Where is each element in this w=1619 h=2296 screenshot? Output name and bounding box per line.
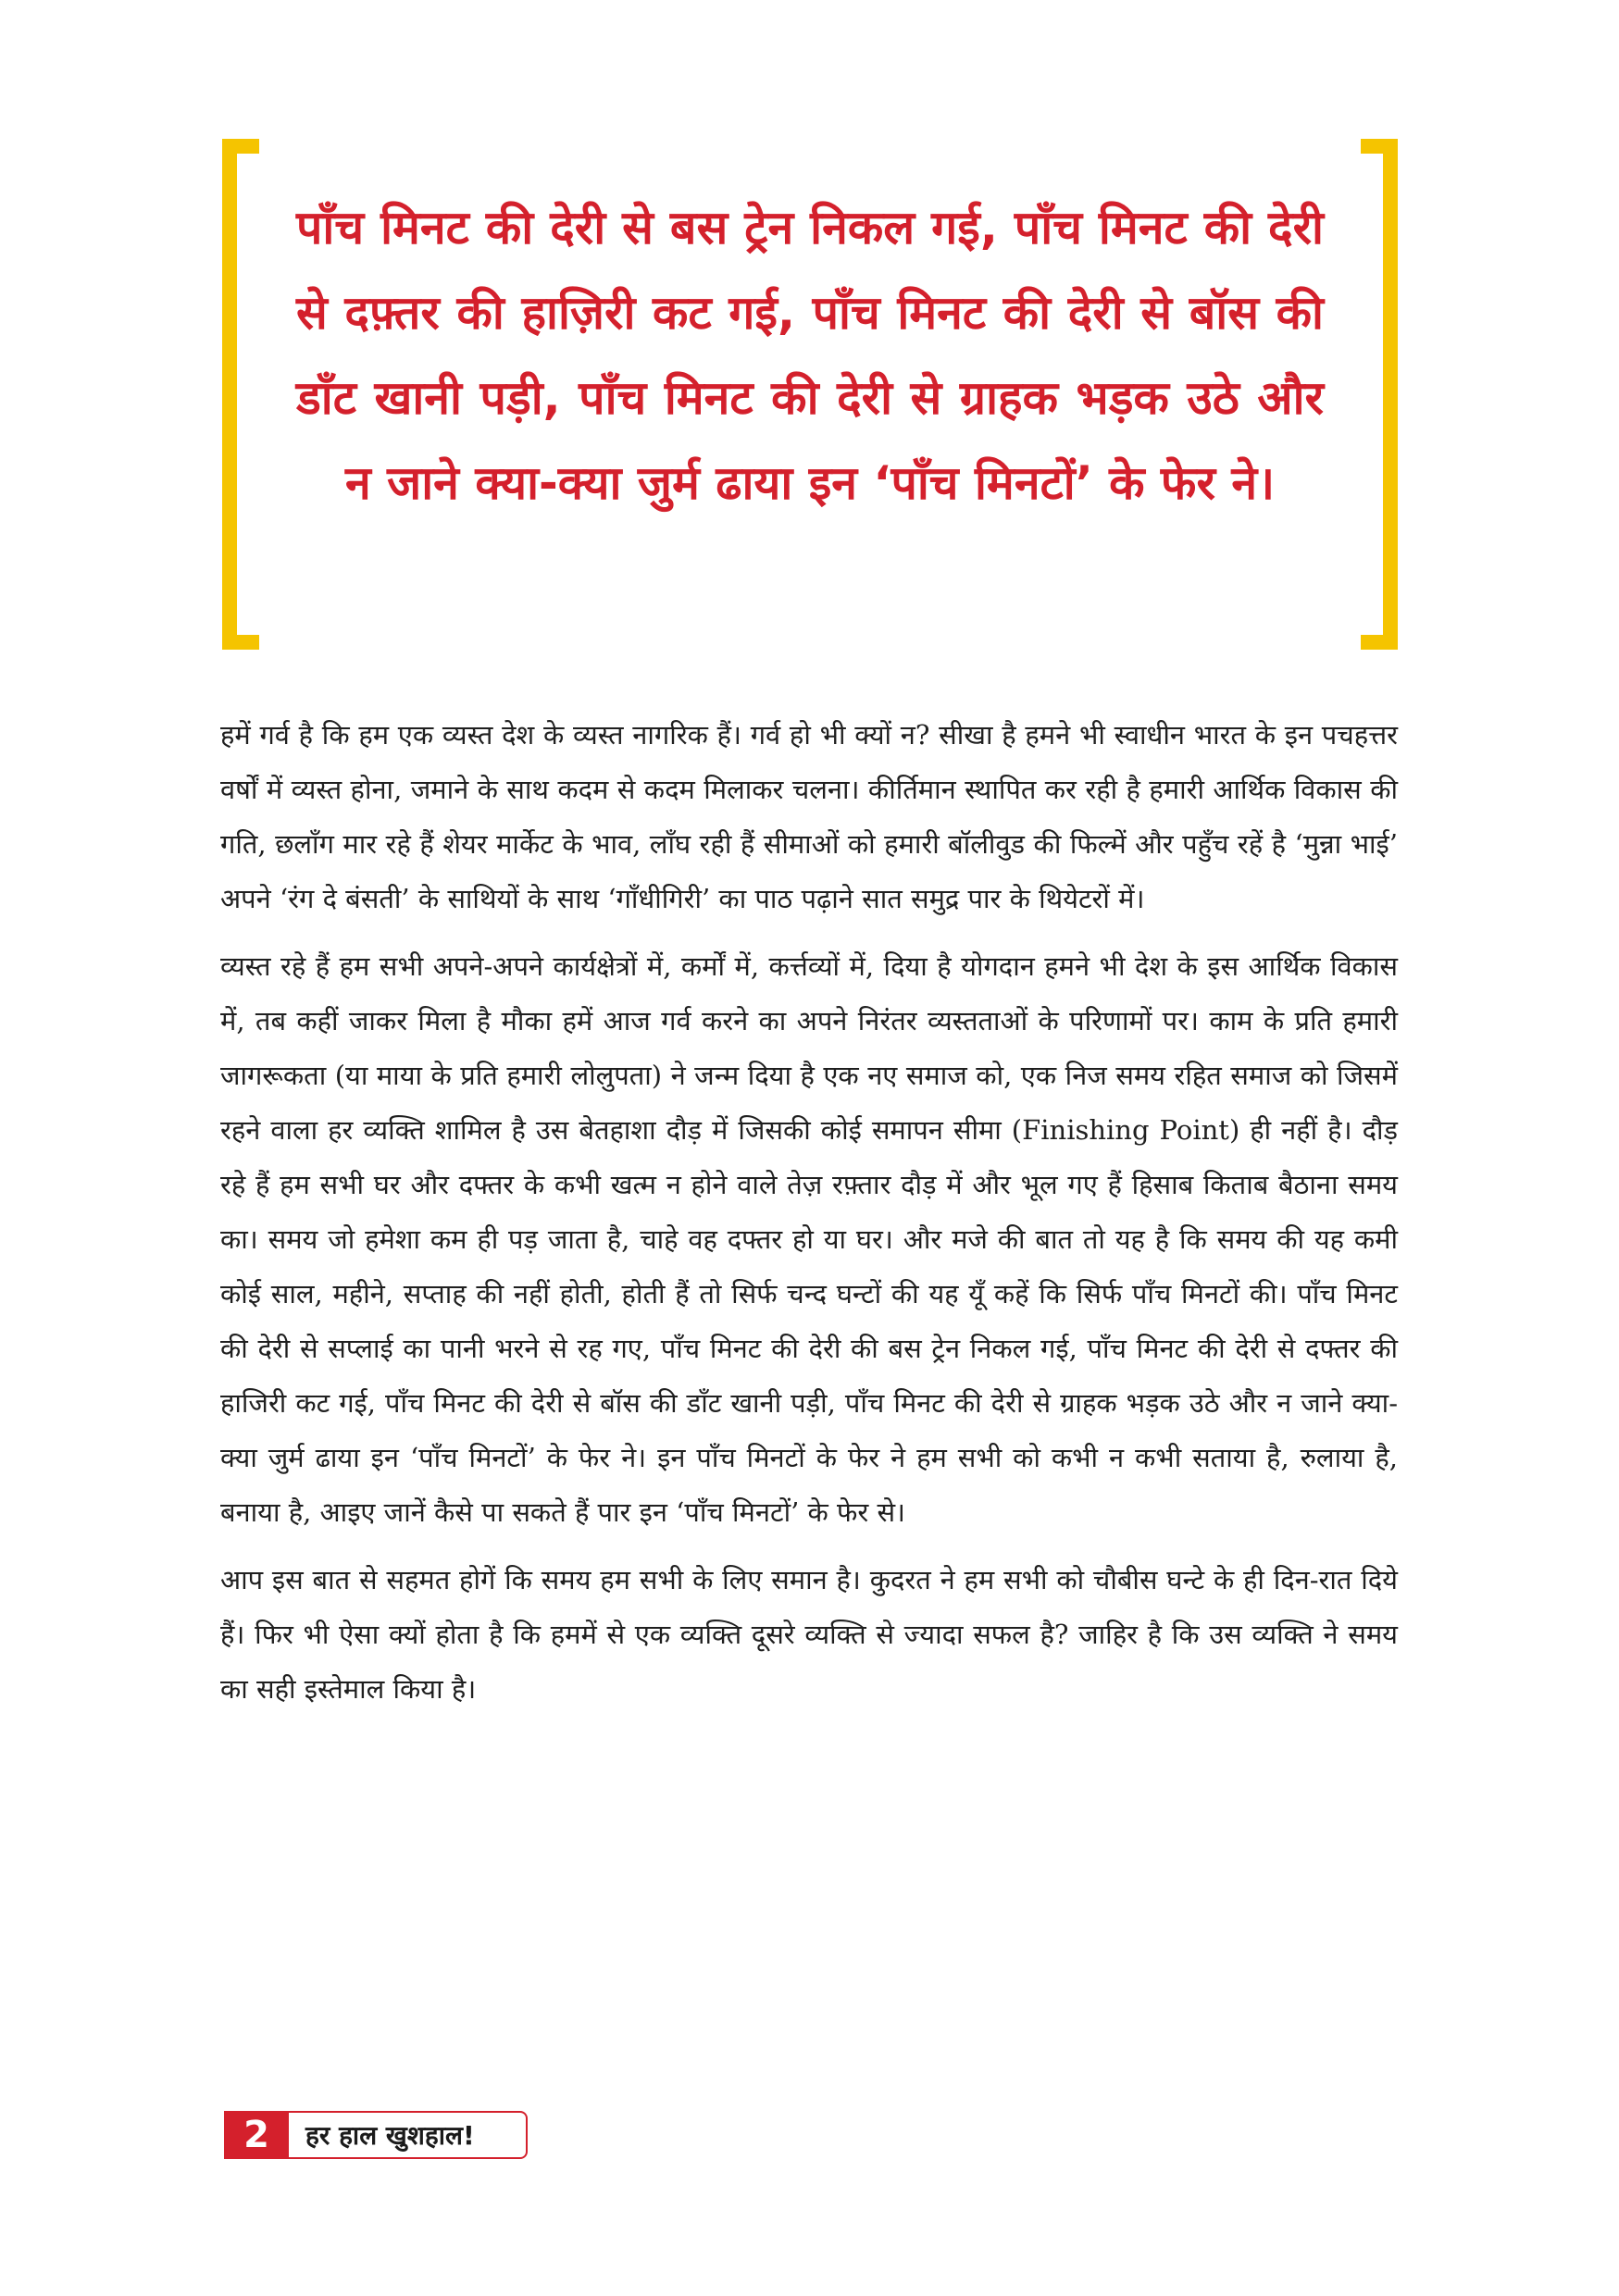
paragraph-1: हमें गर्व है कि हम एक व्यस्त देश के व्यस्त नागरिक हैं। गर्व हो भी क्यों न? सीखा है हमने भी स्वाधीन भारत के इन पचहत्तर वर्षों में व्यस्त होना, जमाने के साथ कदम से कदम मिलाकर चलना। कीर्तिमान स्थापित कर रही है हमारी आर्थिक विकास की गति, छलाँग मार रहे हैं शेयर मार्केट के भाव, लाँघ रही हैं सीमाओं को हमारी बॉलीवुड की फिल्में और पहुँच रहें है ‘मुन्ना भाई’ अपने ‘रंग दे बंसती’ के साथियों के साथ ‘गाँधीगिरी’ का पाठ पढ़ाने सात समुद्र पार के थियेटरों में। [220,719,1398,914]
pull-quote-text: पाँच मिनट की देरी से बस ट्रेन निकल गई, पाँच मिनट की देरी से दफ़्तर की हाज़िरी कट गई, पाँच मिनट की देरी से बॉस की डाँट खानी पड़ी, पाँच मिनट की देरी से ग्राहक भड़क उठे और न जाने क्या-क्या जुर्म ढाया इन ‘पाँच मिनटों’ के फेर ने। [296,201,1324,510]
left-bracket-decoration [222,139,259,650]
paragraph-3: आप इस बात से सहमत होगें कि समय हम सभी के लिए समान है। कुदरत ने हम सभी को चौबीस घन्टे के ही दिन-रात दिये हैं। फिर भी ऐसा क्यों होता है कि हममें से एक व्यक्ति दूसरे व्यक्ति से ज्यादा सफल है? जाहिर है कि उस व्यक्ति ने समय का सही इस्तेमाल किया है। [220,1564,1398,1705]
paragraph-2: व्यस्त रहे हैं हम सभी अपने-अपने कार्यक्षेत्रों में, कर्मों में, कर्त्तव्यों में, दिया है योगदान हमने भी देश के इस आर्थिक विकास में, तब कहीं जाकर मिला है मौका हमें आज गर्व करने का अपने निरंतर व्यस्तताओं के परिणामों पर। काम के प्रति हमारी जागरूकता (या माया के प्रति हमारी लोलुपता) ने जन्म दिया है एक नए समाज को, एक निज समय रहित समाज को जिसमें रहने वाला हर व्यक्ति शामिल है उस बेतहाशा दौड़ में जिसकी कोई समापन सीमा (Finishing Point) ही नहीं है। दौड़ रहे हैं हम सभी घर और दफ्तर के कभी खत्म न होने वाले तेज़ रफ़्तार दौड़ में और भूल गए हैं हिसाब किताब बैठाना समय का। समय जो हमेशा कम ही पड़ जाता है, चाहे वह दफ्तर हो या घर। और मजे की बात तो यह है कि समय की यह कमी कोई साल, महीने, सप्ताह की नहीं होती, होती हैं तो सिर्फ चन्द घन्टों की यह यूँ कहें कि सिर्फ पाँच मिनटों की। पाँच मिनट की देरी से सप्लाई का पानी भरने से रह गए, पाँच मिनट की देरी की बस ट्रेन निकल गई, पाँच मिनट की देरी से दफ्तर की हाजिरी कट गई, पाँच मिनट की देरी से बॉस की डाँट खानी पड़ी, पाँच मिनट की देरी से ग्राहक भड़क उठे और न जाने क्या-क्या जुर्म ढाया इन ‘पाँच मिनटों’ के फेर ने। इन पाँच मिनटों के फेर ने हम सभी को कभी न कभी सताया है, रुलाया है, बनाया है, आइए जानें कैसे पा सकते हैं पार इन ‘पाँच मिनटों’ के फेर से। [220,950,1398,1528]
right-bracket-decoration [1361,139,1398,650]
pull-quote [222,139,1398,650]
page-footer [224,2111,528,2159]
page-number: 2 [224,2111,289,2159]
running-title: हर हाल खुशहाल! [289,2111,528,2159]
body-text [220,708,1398,1730]
